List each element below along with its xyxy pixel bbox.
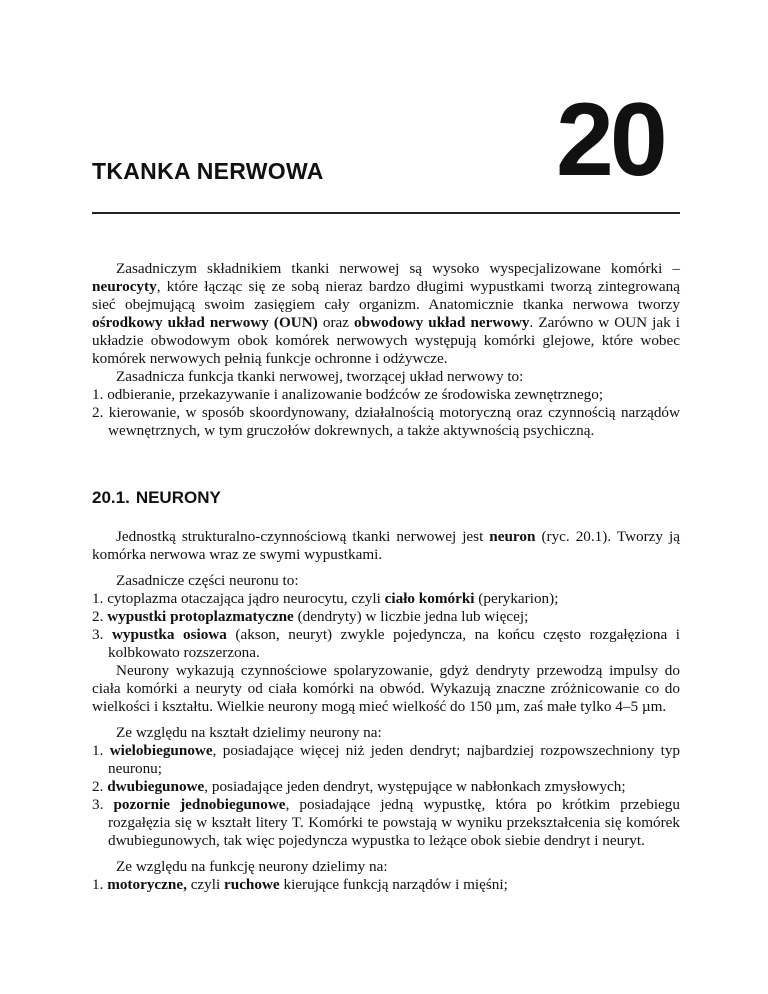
section-number: 20.1. [92, 488, 130, 507]
intro-function-lead: Zasadnicza funkcja tkanki nerwowej, tworzącej układ nerwowy to: [116, 368, 524, 385]
list-item: 3. wypustka osiowa (akson, neuryt) zwykle pojedyncza, na końcu często rozgałęziona i kolbkowato rozszerzona. [92, 626, 681, 661]
polarization-paragraph: Neurony wykazują czynnościowe spolaryzowanie, gdyż dendryty przewodzą impulsy do ciała komórki a neuryty od ciała komórki na obwód. Wykazują znaczne zróżnicowanie co do wielkości i kształtu. Wielkie neurony mogą mieć wielkość do 150 µm, zaś małe tylko 4–5 µm. [92, 662, 680, 715]
chapter-number: 20 [556, 82, 664, 198]
list-item: 1. wielobiegunowe, posiadające więcej niż jeden dendryt; najbardziej rozpowszechniony typ neuronu; [92, 742, 681, 777]
list-item: 2. dwubiegunowe, posiadające jeden dendryt, występujące w nabłonkach zmysłowych; [92, 778, 626, 795]
neuron-definition: Jednostką strukturalno-czynnościową tkanki nerwowej jest neuron (ryc. 20.1). Tworzy ją komórka nerwowa wraz ze swymi wypustkami. [92, 528, 680, 563]
function-intro: Ze względu na funkcję neurony dzielimy na: [116, 858, 388, 875]
list-item: 1. odbieranie, przekazywanie i analizowanie bodźców ze środowiska zewnętrznego; [92, 386, 604, 403]
intro-block [92, 260, 680, 440]
term-obwodowy: obwodowy układ nerwowy [354, 314, 530, 331]
list-item: 2. wypustki protoplazmatyczne (dendryty) w liczbie jedna lub więcej; [92, 608, 529, 625]
term-neurocyty: neurocyty [92, 278, 157, 295]
title-divider [92, 212, 680, 214]
section-title: NEURONY [135, 488, 221, 507]
parts-intro: Zasadnicze części neuronu to: [116, 572, 299, 589]
term-oun: ośrodkowy układ nerwowy (OUN) [92, 314, 318, 331]
shape-intro: Ze względu na kształt dzielimy neurony na: [116, 724, 382, 741]
list-item: 2. kierowanie, w sposób skoordynowany, działalnością motoryczną oraz czynnością narządów wewnętrznych, w tym gruczołów dokrewnych, a także aktywnością psychiczną. [92, 404, 680, 439]
list-item: 1. motoryczne, czyli ruchowe kierujące funkcją narządów i mięśni; [92, 876, 508, 893]
section-body [92, 528, 680, 894]
term-neuron: neuron [489, 528, 536, 545]
chapter-title: TKANKA NERWOWA [92, 158, 324, 184]
intro-paragraph: Zasadniczym składnikiem tkanki nerwowej są wysoko wyspecjalizowane komórki – neurocyty, które łącząc się ze sobą nieraz bardzo długimi wypustkami tworzą zintegrowaną sieć obejmującą swoim zasięgiem cały organizm. Anatomicznie tkanka nerwowa tworzy ośrodkowy układ nerwowy (OUN) oraz obwodowy układ nerwowy. Zarówno w OUN jak i układzie obwodowym obok komórek nerwowych występują komórki glejowe, które wobec komórek nerwowych pełnią funkcje ochronne i odżywcze. [92, 260, 680, 367]
list-item: 3. pozornie jednobiegunowe, posiadające jedną wypustkę, która po krótkim przebiegu rozgałęzia się w kształt litery T. Komórki te powstają w wyniku przekształcenia się komórek dwubiegunowych, tak więc pojedyncza wypustka to leżące obok siebie dendryt i neuryt. [92, 796, 680, 849]
list-item: 1. cytoplazma otaczająca jądro neurocytu, czyli ciało komórki (perykarion); [92, 590, 559, 607]
section-heading [92, 488, 221, 508]
